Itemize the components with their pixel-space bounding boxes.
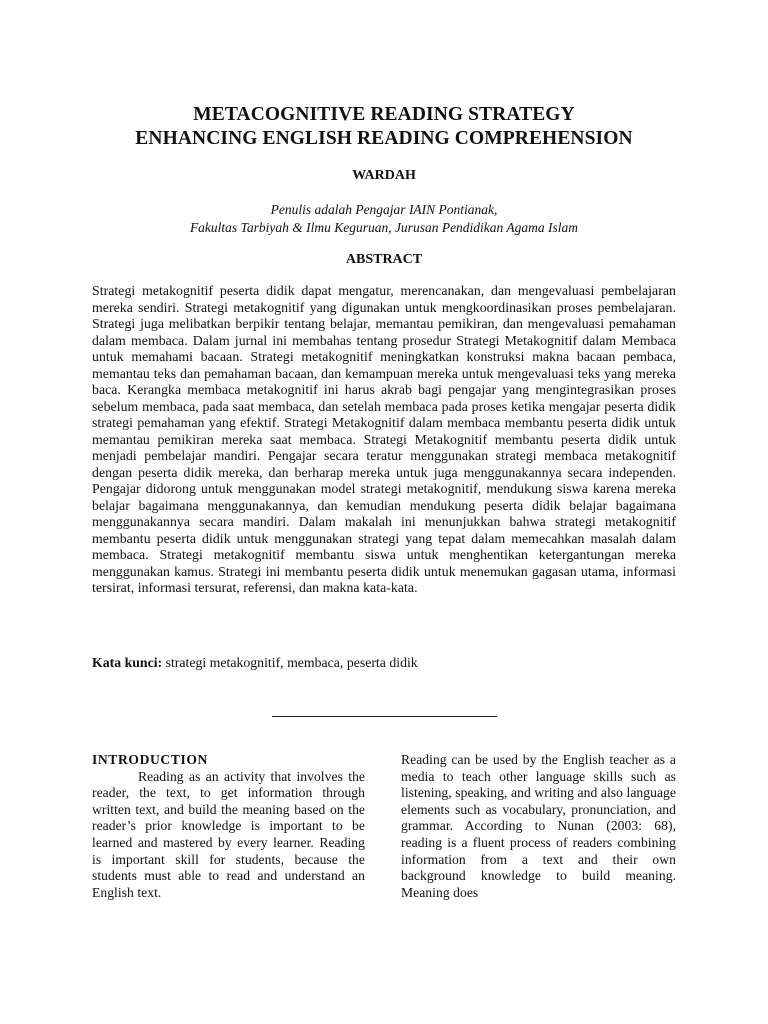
- abstract-body: Strategi metakognitif peserta didik dapat mengatur, merencanakan, dan mengevaluasi pembelajaran mereka sendiri. Strategi metakognitif yang digunakan untuk mengkoordinasikan proses pembelajaran. Strategi juga melibatkan berpikir tentang belajar, memantau pemikiran, dan mengevaluasi pemahaman dalam membaca. Dalam jurnal ini membahas tentang prosedur Strategi Metakognitif dalam Membaca untuk memahami bacaan. Strategi metakognitif meningkatkan konstruksi makna bacaan pembaca, memantau teks dan pemahaman bacaan, dan kemampuan mereka untuk mengevaluasi teks yang mereka baca. Kerangka membaca metakognitif ini harus akrab bagi pengajar yang mengintegrasikan proses sebelum membaca, pada saat membaca, dan setelah membaca pada proses ketika mengajar peserta didik strategi pemahaman yang efektif. Strategi Metakognitif dalam membaca membantu peserta didik untuk memantau pemikiran mereka saat membaca. Strategi Metakognitif membantu peserta didik untuk menjadi pembelajar mandiri. Pengajar secara teratur menggunakan strategi membaca metakognitif dengan peserta didik mereka, dan berharap mereka untuk juga menggunakannya secara independen. Pengajar didorong untuk menggunakan model strategi metakognitif, mendukung siswa karena mereka belajar bagaimana menggunakannya, dan kemudian mendukung peserta didik belajar bagaimana menggunakannya secara mandiri. Dalam makalah ini menunjukkan bahwa strategi metakognitif membantu peserta didik untuk menggunakan strategi yang tepat dalam memecahkan masalah dalam membaca. Strategi metakognitif membantu siswa untuk menghentikan ketergantungan mereka menggunakan kamus. Strategi ini membantu peserta didik untuk menemukan gagasan utama, informasi tersirat, informasi tersurat, referensi, dan makna kata-kata.: [92, 283, 676, 595]
- title-line-1: METACOGNITIVE READING STRATEGY: [193, 104, 575, 125]
- keywords: [92, 655, 676, 671]
- intro-right-column: Reading can be used by the English teacher as a media to teach other language skills such as listening, speaking, and writing and also language elements such as vocabulary, pronunciation, and grammar. According to Nunan (2003: 68), reading is a fluent process of readers combining information from a text and their own background knowledge to build meaning. Meaning does: [401, 752, 676, 900]
- intro-paragraph: Reading as an activity that involves the reader, the text, to get information through written text, and build the meaning based on the reader’s prior knowledge is important to be learned and mastered by every learner. Reading is important skill for students, because the students must able to read and understand an English text.: [92, 768, 365, 900]
- author-name: WARDAH: [352, 168, 416, 183]
- keywords-text: strategi metakognitif, membaca, peserta didik: [162, 655, 418, 670]
- affiliation-line-1: Penulis adalah Pengajar IAIN Pontianak,: [270, 202, 498, 217]
- paper-title: [0, 103, 768, 151]
- author-affiliation: [0, 201, 768, 236]
- keywords-label: Kata kunci:: [92, 655, 163, 670]
- intro-left-column: [92, 752, 365, 901]
- title-line-2: ENHANCING ENGLISH READING COMPREHENSION: [135, 128, 633, 149]
- abstract-heading: ABSTRACT: [345, 252, 423, 267]
- introduction-heading: INTRODUCTION: [92, 752, 208, 767]
- section-divider: [272, 716, 497, 717]
- affiliation-line-2: Fakultas Tarbiyah & Ilmu Keguruan, Jurusan Pendidikan Agama Islam: [189, 219, 579, 235]
